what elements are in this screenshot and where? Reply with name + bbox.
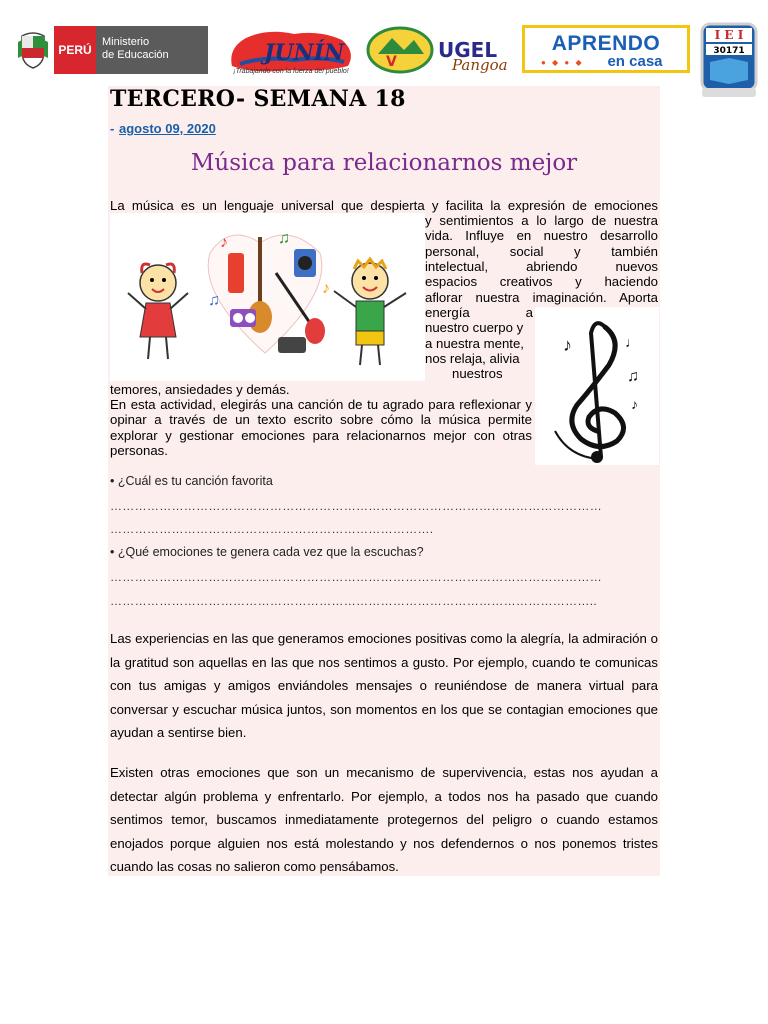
intro-right-line: aflorar nuestra imaginación. Aporta	[425, 290, 658, 305]
answer-line[interactable]: …………………………………………………………………….	[110, 522, 434, 536]
svg-text:♩: ♩	[625, 334, 639, 350]
intro-narrow-line: energía a	[425, 305, 533, 320]
aprendo-dots-icon: ● ◆ ● ◆	[541, 58, 584, 67]
question-emotions: • ¿Qué emociones te genera cada vez que la escuchas?	[110, 545, 424, 559]
question-favorite-song: • ¿Cuál es tu canción favorita	[110, 474, 273, 488]
intro-right-line: y sentimientos a lo largo de nuestra	[425, 213, 658, 228]
minedu-logo	[54, 26, 208, 74]
ugel-label: UGEL	[438, 38, 498, 62]
aprendo-en-casa-logo	[522, 25, 690, 73]
date-dash: -	[110, 121, 115, 136]
intro-right-line: espacios creativos y haciendo	[425, 274, 658, 289]
header-logos	[0, 0, 768, 100]
svg-text:V: V	[386, 54, 397, 70]
answer-line[interactable]: ………………………………………………………………………………………………………..	[110, 594, 597, 608]
svg-text:♪: ♪	[563, 335, 572, 355]
ugel-sublabel: Pangoa	[452, 56, 508, 74]
junin-tagline: ¡Trabajando con la fuerza del pueblo!	[233, 68, 349, 75]
svg-text:♪: ♪	[322, 280, 330, 297]
intro-right-line: personal, social y también	[425, 244, 658, 259]
iei-number: 30171	[713, 46, 745, 56]
svg-text:♫: ♫	[278, 230, 290, 247]
junin-label: JUNÍN	[264, 40, 345, 66]
peru-shield-icon	[18, 30, 48, 70]
intro-right-line: intelectual, abriendo nuevos	[425, 259, 658, 274]
activity-paragraph: En esta actividad, elegirás una canción de tu agrado para reflexionar y opinar a través de un texto escrito sobre cómo la música permite explorar y gestionar emociones para relacionarnos mejor con otras personas.	[110, 397, 532, 458]
date-link[interactable]: agosto 09, 2020	[119, 121, 216, 136]
svg-text:♪: ♪	[631, 396, 638, 412]
treble-clef-icon	[535, 307, 659, 465]
paragraph-survival-emotions: Existen otras emociones que son un mecanismo de supervivencia, estas nos ayudan a detectar algún problema y enfrentarlo. Por ejemplo, a todos nos ha pasado que cuando sentimos temor, buscamos inmediatamente protegernos del peligro o cuando estamos enojados porque alguien nos está molestando y nos defendernos o nos ponemos tristes cuando las cosas no salieron como pensábamos.	[110, 765, 658, 875]
intro-end-line: temores, ansiedades y demás.	[110, 382, 290, 397]
intro-narrow-line: a nuestra mente,	[425, 336, 524, 351]
intro-narrow-line: nuestro cuerpo y	[425, 320, 524, 335]
intro-narrow-line: nos relaja, alivia	[425, 351, 520, 366]
paragraph-positive-emotions: Las experiencias en las que generamos emociones positivas como la alegría, la admiración o la gratitud son aquellas en las que nos sentimos a gusto. Por ejemplo, cuando te comunicas con tus amigas y amigos enviándoles mensajes o reuniéndose de manera virtual para conversar y escuchar música juntos, son momentos en los que se contagian emociones que ayudan a sentirse bien.	[110, 631, 658, 741]
subtitle: Música para relacionarnos mejor	[190, 150, 578, 176]
answer-line[interactable]: …………………………………………………………………………………………………………	[110, 570, 602, 584]
iei-badge-icon	[700, 22, 758, 98]
intro-narrow-line: nuestros	[452, 366, 503, 381]
svg-text:♪: ♪	[220, 234, 228, 251]
intro-line-1: La música es un lenguaje universal que despierta y facilita la expresión de emociones	[110, 198, 658, 213]
svg-text:♫: ♫	[208, 292, 220, 309]
iei-label: I E I	[714, 28, 744, 42]
intro-right-line: vida. Influye en nuestro desarrollo	[425, 228, 658, 243]
page-title: TERCERO- SEMANA 18	[110, 86, 406, 112]
minedu-country: PERÚ	[54, 26, 96, 74]
music-illustration-icon	[110, 213, 425, 381]
aprendo-label: APRENDO	[551, 32, 661, 55]
minedu-name-2: de Educación	[102, 49, 169, 61]
svg-text:♫: ♫	[627, 368, 639, 385]
aprendo-sublabel: en casa	[607, 53, 663, 70]
answer-line[interactable]: …………………………………………………………………………………………………………	[110, 499, 602, 513]
minedu-name-1: Ministerio	[102, 36, 150, 48]
